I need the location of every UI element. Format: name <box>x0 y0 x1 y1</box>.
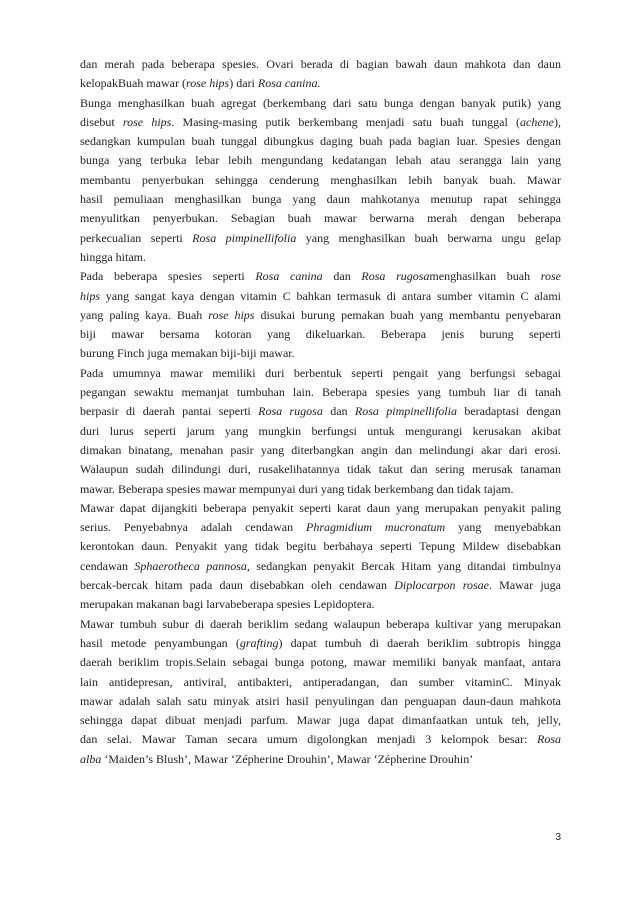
italic-text: grafting <box>239 635 279 650</box>
text-segment: ) dari <box>229 76 258 91</box>
text-line <box>80 422 561 441</box>
text-segment: perkecualian seperti <box>80 230 193 245</box>
italic-text: hips <box>80 288 101 303</box>
italic-text: achene <box>520 114 555 129</box>
text-line <box>80 209 561 228</box>
text-segment: Walaupun sudah dilindungi duri, rusakelihatannya tidak takut dan sering merusak tanaman <box>80 462 561 477</box>
text-line <box>80 499 561 518</box>
text-line <box>80 402 561 421</box>
text-segment: Pada beberapa spesies seperti <box>80 269 256 284</box>
text-segment: mawar adalah salah satu minyak atsiri hasil penyulingan dan penguapan daun-daun mahkota <box>80 693 561 708</box>
italic-text: Rosa pimpinellifolia <box>354 404 457 419</box>
text-line <box>80 537 561 556</box>
text-segment: pegangan sewaktu memanjat tumbuhan lain. Beberapa spesies yang tumbuh liar di tanah <box>80 385 561 400</box>
text-line <box>80 287 561 306</box>
paragraph <box>80 499 561 615</box>
text-segment: sehingga dapat dibuat menjadi parfum. Mawar juga dapat dimanfaatkan untuk teh, jelly, <box>80 713 561 728</box>
text-line <box>80 267 561 286</box>
text-line <box>80 557 561 576</box>
paragraph <box>80 364 561 499</box>
text-line <box>80 460 561 479</box>
text-segment: ‘Maiden’s Blush’, Mawar ‘Zépherine Drouhin’, Mawar ‘Zépherine Drouhin’ <box>101 751 474 766</box>
text-segment: Pada umumnya mawar memiliki duri berbentuk seperti pengait yang berfungsi sebagai <box>80 365 561 380</box>
text-line <box>80 74 561 93</box>
text-line <box>80 325 561 344</box>
text-segment: menyulitkan penyerbukan. Sebagian buah mawar berwarna merah dengan beberapa <box>80 211 561 226</box>
text-segment: daerah beriklim tropis.Selain sebagai bunga potong, mawar memiliki banyak manfaat, antara <box>80 655 561 670</box>
text-line <box>80 364 561 383</box>
text-segment: dan <box>322 269 362 284</box>
italic-text: rose <box>540 269 561 284</box>
text-segment: bercak-bercak hitam pada daun disebabkan oleh cendawan <box>80 578 395 593</box>
text-line <box>80 190 561 209</box>
text-segment: kelopakBuah mawar ( <box>80 76 186 91</box>
italic-text: rose hips <box>122 114 172 129</box>
text-line <box>80 634 561 653</box>
text-segment: yang menyebabkan <box>445 520 561 535</box>
text-segment: dimakan binatang, menahan pasir yang diterbangkan angin dan melindungi akar dari erosi. <box>80 442 561 457</box>
text-line <box>80 248 561 267</box>
italic-text: Rosa canina. <box>257 76 321 91</box>
text-line <box>80 480 561 499</box>
text-line <box>80 518 561 537</box>
italic-text: rose hips <box>208 307 255 322</box>
italic-text: Rosa canina <box>255 269 323 284</box>
text-segment: , sedangkan penyakit Bercak Hitam yang ditandai timbulnya <box>246 558 561 573</box>
italic-text: Rosa rugosa <box>258 404 323 419</box>
text-line <box>80 113 561 132</box>
text-line <box>80 55 561 74</box>
text-segment: dan <box>322 404 355 419</box>
text-segment: hasil metode penyambungan ( <box>80 635 240 650</box>
italic-text: Phragmidium mucronatum <box>306 520 446 535</box>
text-segment: Bunga menghasilkan buah agregat (berkembang dari satu bunga dengan banyak putik) yang <box>80 95 561 110</box>
text-segment: serius. Penyebabnya adalah cendawan <box>80 520 306 535</box>
text-segment: dan selai. Mawar Taman secara umum digolongkan menjadi 3 kelompok besar: <box>80 732 537 747</box>
page-number: 3 <box>555 832 561 843</box>
text-segment: cendawan <box>80 558 135 573</box>
text-line <box>80 94 561 113</box>
body-text <box>80 55 561 769</box>
text-segment: beradaptasi dengan <box>456 404 562 419</box>
text-segment: . Mawar juga <box>488 578 561 593</box>
italic-text: Rosa rugosa <box>361 269 430 284</box>
text-line <box>80 711 561 730</box>
italic-text: Diplocarpon rosae <box>394 578 489 593</box>
text-segment: bunga yang terbuka lebar lebih mengundang kedatangan lebah atau serangga lain yang <box>80 153 561 168</box>
text-line <box>80 441 561 460</box>
text-line <box>80 673 561 692</box>
text-segment: membantu penyerbukan sehingga cenderung menghasilkan lebih banyak buah. Mawar <box>80 172 561 187</box>
text-segment: mawar. Beberapa spesies mawar mempunyai duri yang tidak berkembang dan tidak tajam. <box>80 481 514 496</box>
italic-text: Sphaerotheca pannosa <box>134 558 247 573</box>
text-line <box>80 730 561 749</box>
text-line <box>80 151 561 170</box>
italic-text: alba <box>80 751 102 766</box>
italic-text: rose hips <box>185 76 230 91</box>
text-segment: sedangkan kumpulan buah tunggal dibungkus daging buah pada bagian luar. Spesies dengan <box>80 134 561 149</box>
text-segment: kerontokan daun. Penyakit yang tidak begitu berbahaya seperti Tepung Mildew disebabkan <box>80 539 561 554</box>
italic-text: Rosa pimpinellifolia <box>192 230 297 245</box>
text-line <box>80 615 561 634</box>
text-segment: lain antidepresan, antiviral, antibakteri, antiperadangan, dan sumber vitaminC. Minyak <box>80 674 561 689</box>
paragraph <box>80 94 561 268</box>
paragraph <box>80 615 561 769</box>
paragraph <box>80 55 561 94</box>
text-segment: hasil pemuliaan menghasilkan bunga yang daun mahkotanya menutup rapat sehingga <box>80 192 561 207</box>
text-line <box>80 132 561 151</box>
text-line <box>80 692 561 711</box>
italic-text: Rosa <box>537 732 561 747</box>
text-segment: Mawar dapat dijangkiti beberapa penyakit seperti karat daun yang merupakan penyakit paling <box>80 500 561 515</box>
text-line <box>80 653 561 672</box>
text-segment: . Masing-masing putik berkembang menjadi satu buah tunggal ( <box>171 114 521 129</box>
text-line <box>80 595 561 614</box>
text-segment: Mawar tumbuh subur di daerah beriklim sedang walaupun beberapa kultivar yang merupakan <box>80 616 561 631</box>
text-segment: yang menghasilkan buah berwarna ungu gelap <box>296 230 561 245</box>
text-line <box>80 576 561 595</box>
text-segment: berpasir di daerah pantai seperti <box>80 404 259 419</box>
text-line <box>80 171 561 190</box>
text-line <box>80 229 561 248</box>
text-segment: burung Finch juga memakan biji-biji mawar. <box>80 346 295 361</box>
text-line <box>80 344 561 363</box>
text-segment: duri lurus seperti jarum yang mungkin berfungsi untuk mengurangi kerusakan akibat <box>80 423 561 438</box>
text-segment: biji mawar bersama kotoran yang dikeluarkan. Beberapa jenis burung seperti <box>80 327 561 342</box>
text-line <box>80 750 561 769</box>
text-line <box>80 306 561 325</box>
text-segment: ) dapat tumbuh di daerah beriklim subtropis hingga <box>278 635 562 650</box>
text-segment: merupakan makanan bagi larvabeberapa spesies Lepidoptera. <box>80 597 375 612</box>
text-segment: yang sangat kaya dengan vitamin C bahkan termasuk di antara sumber vitamin C alami <box>100 288 561 303</box>
text-segment: disebut <box>80 114 123 129</box>
text-segment: dan merah pada beberapa spesies. Ovari berada di bagian bawah daun mahkota dan daun <box>80 57 561 71</box>
text-segment: hingga hitam. <box>80 249 146 264</box>
text-segment: menghasilkan buah <box>429 269 541 284</box>
text-segment: ), <box>554 114 562 129</box>
text-line <box>80 383 561 402</box>
text-segment: disukai burung pemakan buah yang membantu penyebaran <box>254 307 561 322</box>
paragraph <box>80 267 561 363</box>
text-segment: yang paling kaya. Buah <box>80 307 209 322</box>
